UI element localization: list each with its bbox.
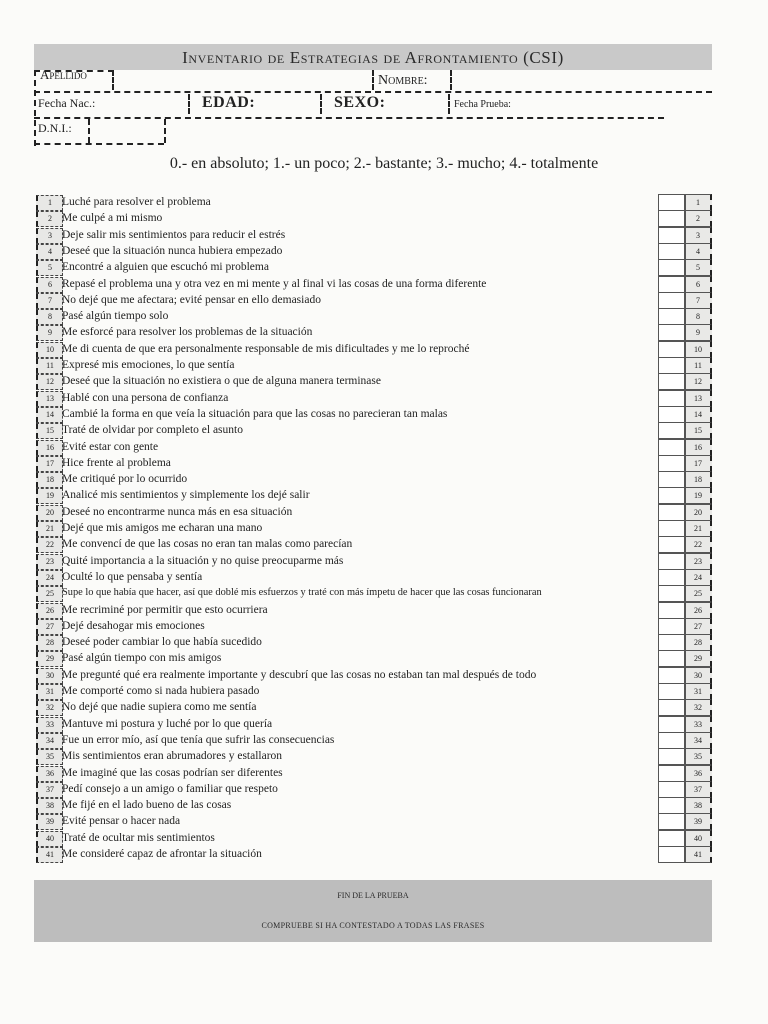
divider [320, 94, 322, 114]
item-text: No dejé que me afectara; evité pensar en ello demasiado [62, 293, 321, 306]
item-row [36, 765, 712, 781]
answer-box[interactable] [658, 243, 685, 260]
item-row [36, 210, 712, 226]
item-number: 36 [36, 766, 63, 782]
item-row [36, 634, 712, 650]
item-row [36, 520, 712, 536]
item-row [36, 406, 712, 422]
item-text: Evité estar con gente [62, 440, 159, 453]
item-number: 40 [36, 831, 63, 847]
answer-box[interactable] [658, 699, 685, 716]
item-text: Me di cuenta de que era personalmente responsable de mis dificultades y me lo reproché [62, 342, 470, 355]
item-row [36, 716, 712, 732]
answer-box[interactable] [658, 324, 685, 341]
item-text: Deseé que la situación no existiera o que de alguna manera terminase [62, 375, 381, 388]
item-number-right: 9 [685, 324, 712, 341]
item-row [36, 439, 712, 455]
answer-box[interactable] [658, 813, 685, 830]
item-row [36, 259, 712, 275]
item-row [36, 585, 712, 601]
item-row [36, 602, 712, 618]
item-number: 14 [36, 407, 63, 423]
item-row [36, 455, 712, 471]
divider [112, 70, 114, 90]
item-row [36, 504, 712, 520]
item-number: 9 [36, 325, 63, 341]
answer-box[interactable] [658, 846, 685, 863]
item-number-right: 39 [685, 813, 712, 830]
item-text: Dejé que mis amigos me echaran una mano [62, 522, 263, 534]
divider [88, 119, 90, 143]
end-of-test-text: FIN DE LA PRUEBA [337, 891, 409, 900]
item-number: 35 [36, 749, 63, 765]
item-row [36, 781, 712, 797]
item-number-right: 14 [685, 406, 712, 423]
item-number-right: 41 [685, 846, 712, 863]
item-number: 32 [36, 700, 63, 716]
item-number-right: 22 [685, 536, 712, 553]
answer-box[interactable] [658, 194, 685, 211]
item-number: 7 [36, 293, 63, 309]
item-number-right: 34 [685, 732, 712, 749]
answer-box[interactable] [658, 406, 685, 423]
fecha-prueba-label: Fecha Prueba: [454, 99, 511, 110]
item-number: 23 [36, 554, 63, 570]
item-number-right: 26 [685, 602, 712, 619]
item-text: Me critiqué por lo ocurrido [62, 473, 188, 486]
item-text: Evité pensar o hacer nada [62, 815, 181, 828]
item-text: Pasé algún tiempo con mis amigos [62, 652, 222, 665]
item-number-right: 3 [685, 227, 712, 244]
answer-box[interactable] [658, 634, 685, 651]
apellido-label: Apellido [40, 67, 87, 82]
nombre-label: Nombre: [378, 73, 428, 88]
item-number-right: 25 [685, 585, 712, 602]
item-number: 38 [36, 798, 63, 814]
item-text: Mis sentimientos eran abrumadores y estallaron [62, 750, 283, 763]
item-number: 29 [36, 651, 63, 667]
item-number: 18 [36, 472, 63, 488]
item-number-right: 32 [685, 699, 712, 716]
divider [34, 91, 712, 93]
item-number-right: 20 [685, 504, 712, 521]
answer-box[interactable] [658, 259, 685, 276]
item-text: Dejé desahogar mis emociones [62, 619, 205, 632]
item-number: 25 [36, 586, 63, 602]
form-title: Inventario de Estrategias de Afrontamiento (CSI) [34, 44, 712, 70]
item-number-right: 15 [685, 422, 712, 439]
answer-box[interactable] [658, 276, 685, 293]
item-text: Oculté lo que pensaba y sentía [62, 570, 203, 583]
answer-box[interactable] [658, 536, 685, 553]
item-text: Me fijé en el lado bueno de las cosas [62, 799, 232, 812]
divider [164, 119, 166, 143]
sexo-label: SEXO: [334, 94, 386, 111]
item-number-right: 24 [685, 569, 712, 586]
check-answers-text: COMPRUEBE SI HA CONTESTADO A TODAS LAS FRASES [261, 921, 485, 930]
answer-box[interactable] [658, 748, 685, 765]
scale-legend: 0.- en absoluto; 1.- un poco; 2.- bastante; 3.- mucho; 4.- totalmente [169, 155, 599, 172]
item-number: 2 [36, 211, 63, 227]
item-row [36, 324, 712, 340]
answer-box[interactable] [658, 553, 685, 570]
item-row [36, 846, 712, 862]
item-text: Pasé algún tiempo solo [62, 310, 169, 323]
item-number: 15 [36, 423, 63, 439]
item-row [36, 194, 712, 210]
fecha-nacimiento-label: Fecha Nac.: [38, 96, 96, 110]
item-row [36, 683, 712, 699]
item-text: Hablé con una persona de confianza [62, 391, 229, 404]
answer-box[interactable] [658, 585, 685, 602]
item-row [36, 390, 712, 406]
item-text: Deseé que la situación nunca hubiera empezado [62, 244, 283, 257]
item-number: 12 [36, 374, 63, 390]
item-row [36, 276, 712, 292]
item-number: 16 [36, 440, 63, 456]
item-number-right: 1 [685, 194, 712, 211]
divider [448, 94, 450, 114]
divider [372, 70, 374, 90]
item-number-right: 2 [685, 210, 712, 227]
divider [34, 143, 164, 145]
item-number-right: 40 [685, 830, 712, 847]
item-number: 39 [36, 814, 63, 830]
answer-box[interactable] [658, 227, 685, 244]
footer-bar [34, 880, 712, 942]
item-text: Me culpé a mi mismo [62, 212, 163, 225]
item-row [36, 813, 712, 829]
item-number-right: 28 [685, 634, 712, 651]
answer-box[interactable] [658, 650, 685, 667]
divider [188, 94, 190, 114]
item-number-right: 6 [685, 276, 712, 293]
item-text: Fue un error mío, así que tenía que sufrir las consecuencias [62, 733, 335, 746]
dni-label: D.N.I.: [38, 121, 72, 135]
item-number: 10 [36, 342, 63, 358]
item-number-right: 23 [685, 553, 712, 570]
item-number: 31 [36, 684, 63, 700]
divider [450, 70, 452, 90]
answer-box[interactable] [658, 487, 685, 504]
answer-box[interactable] [658, 732, 685, 749]
item-number: 24 [36, 570, 63, 586]
item-row [36, 618, 712, 634]
item-text: Me recriminé por permitir que esto ocurriera [62, 603, 268, 616]
item-row [36, 243, 712, 259]
item-number: 6 [36, 277, 63, 293]
item-text: Me imaginé que las cosas podrían ser diferentes [62, 766, 283, 779]
item-row [36, 650, 712, 666]
answer-box[interactable] [658, 781, 685, 798]
item-number: 30 [36, 668, 63, 684]
item-row [36, 227, 712, 243]
item-number-right: 5 [685, 259, 712, 276]
answer-box[interactable] [658, 504, 685, 521]
item-text: Me esforcé para resolver los problemas de la situación [62, 326, 313, 339]
item-number-right: 21 [685, 520, 712, 537]
answer-box[interactable] [658, 390, 685, 407]
item-number: 3 [36, 228, 63, 244]
item-number: 26 [36, 603, 63, 619]
item-number-right: 33 [685, 716, 712, 733]
item-row [36, 699, 712, 715]
item-number: 5 [36, 260, 63, 276]
item-number-right: 10 [685, 341, 712, 358]
item-row [36, 536, 712, 552]
item-text: Cambié la forma en que veía la situación para que las cosas no parecieran tan malas [62, 407, 448, 420]
item-number-right: 37 [685, 781, 712, 798]
item-number: 17 [36, 456, 63, 472]
answer-box[interactable] [658, 520, 685, 537]
divider [34, 117, 664, 119]
answer-box[interactable] [658, 667, 685, 684]
item-row [36, 748, 712, 764]
item-number: 1 [36, 195, 63, 211]
answer-box[interactable] [658, 683, 685, 700]
item-text: Supe lo que había que hacer, así que doblé mis esfuerzos y traté con más ímpetu de hacer que las cosas funcionaran [62, 587, 542, 599]
item-text: Deseé poder cambiar lo que había sucedido [62, 636, 262, 649]
item-number-right: 11 [685, 357, 712, 374]
answer-box[interactable] [658, 765, 685, 782]
item-number-right: 31 [685, 683, 712, 700]
item-text: Me comporté como si nada hubiera pasado [62, 685, 260, 697]
item-number: 21 [36, 521, 63, 537]
item-number-right: 19 [685, 487, 712, 504]
answer-box[interactable] [658, 716, 685, 733]
item-number-right: 8 [685, 308, 712, 325]
answer-box[interactable] [658, 210, 685, 227]
item-row [36, 471, 712, 487]
item-number: 20 [36, 505, 63, 521]
item-text: Deseé no encontrarme nunca más en esa situación [62, 505, 293, 518]
item-number-right: 4 [685, 243, 712, 260]
item-number: 37 [36, 782, 63, 798]
item-number-right: 12 [685, 373, 712, 390]
item-text: Me consideré capaz de afrontar la situación [62, 848, 262, 860]
answer-box[interactable] [658, 373, 685, 390]
item-number: 8 [36, 309, 63, 325]
item-number: 22 [36, 537, 63, 553]
answer-box[interactable] [658, 618, 685, 635]
item-row [36, 797, 712, 813]
item-text: Analicé mis sentimientos y simplemente los dejé salir [62, 489, 310, 502]
item-row [36, 357, 712, 373]
item-text: Traté de ocultar mis sentimientos [62, 831, 215, 844]
item-number-right: 16 [685, 439, 712, 456]
answer-box[interactable] [658, 292, 685, 309]
item-text: Expresé mis emociones, lo que sentía [62, 359, 235, 371]
item-text: Mantuve mi postura y luché por lo que quería [62, 717, 273, 730]
item-number-right: 29 [685, 650, 712, 667]
item-row [36, 308, 712, 324]
item-text: Deje salir mis sentimientos para reducir el estrés [62, 228, 286, 241]
answer-box[interactable] [658, 422, 685, 439]
item-number: 13 [36, 391, 63, 407]
answer-box[interactable] [658, 455, 685, 472]
item-number-right: 38 [685, 797, 712, 814]
answer-box[interactable] [658, 830, 685, 847]
item-number-right: 13 [685, 390, 712, 407]
item-number: 11 [36, 358, 63, 374]
answer-box[interactable] [658, 569, 685, 586]
item-row [36, 487, 712, 503]
item-number: 4 [36, 244, 63, 260]
item-number-right: 36 [685, 765, 712, 782]
answer-box[interactable] [658, 797, 685, 814]
item-number-right: 17 [685, 455, 712, 472]
item-text: Repasé el problema una y otra vez en mi mente y al final vi las cosas de una forma diferente [62, 277, 487, 290]
item-text: Luché para resolver el problema [62, 196, 211, 208]
item-number-right: 27 [685, 618, 712, 635]
item-row [36, 667, 712, 683]
edad-label: EDAD: [202, 94, 256, 111]
item-number: 19 [36, 488, 63, 504]
item-row [36, 292, 712, 308]
item-text: Hice frente al problema [62, 456, 171, 469]
item-text: No dejé que nadie supiera como me sentía [62, 701, 257, 714]
item-text: Quité importancia a la situación y no quise preocuparme más [62, 554, 344, 567]
item-row [36, 422, 712, 438]
item-number: 27 [36, 619, 63, 635]
item-text: Me pregunté qué era realmente importante y descubrí que las cosas no estaban tan mal después de todo [62, 668, 537, 681]
item-number-right: 18 [685, 471, 712, 488]
item-number: 28 [36, 635, 63, 651]
item-number-right: 35 [685, 748, 712, 765]
item-text: Encontré a alguien que escuchó mi problema [62, 261, 269, 274]
item-row [36, 553, 712, 569]
item-number-right: 30 [685, 667, 712, 684]
item-row [36, 341, 712, 357]
answer-box[interactable] [658, 341, 685, 358]
item-row [36, 830, 712, 846]
divider [34, 70, 36, 146]
item-row [36, 732, 712, 748]
item-number-right: 7 [685, 292, 712, 309]
answer-box[interactable] [658, 308, 685, 325]
item-row [36, 569, 712, 585]
item-number: 41 [36, 847, 63, 863]
item-text: Traté de olvidar por completo el asunto [62, 424, 243, 437]
item-number: 34 [36, 733, 63, 749]
answer-box[interactable] [658, 439, 685, 456]
item-row [36, 373, 712, 389]
answer-box[interactable] [658, 471, 685, 488]
item-text: Pedí consejo a un amigo o familiar que respeto [62, 782, 278, 795]
item-text: Me convencí de que las cosas no eran tan malas como parecían [62, 538, 353, 551]
answer-box[interactable] [658, 357, 685, 374]
answer-box[interactable] [658, 602, 685, 619]
item-number: 33 [36, 717, 63, 733]
